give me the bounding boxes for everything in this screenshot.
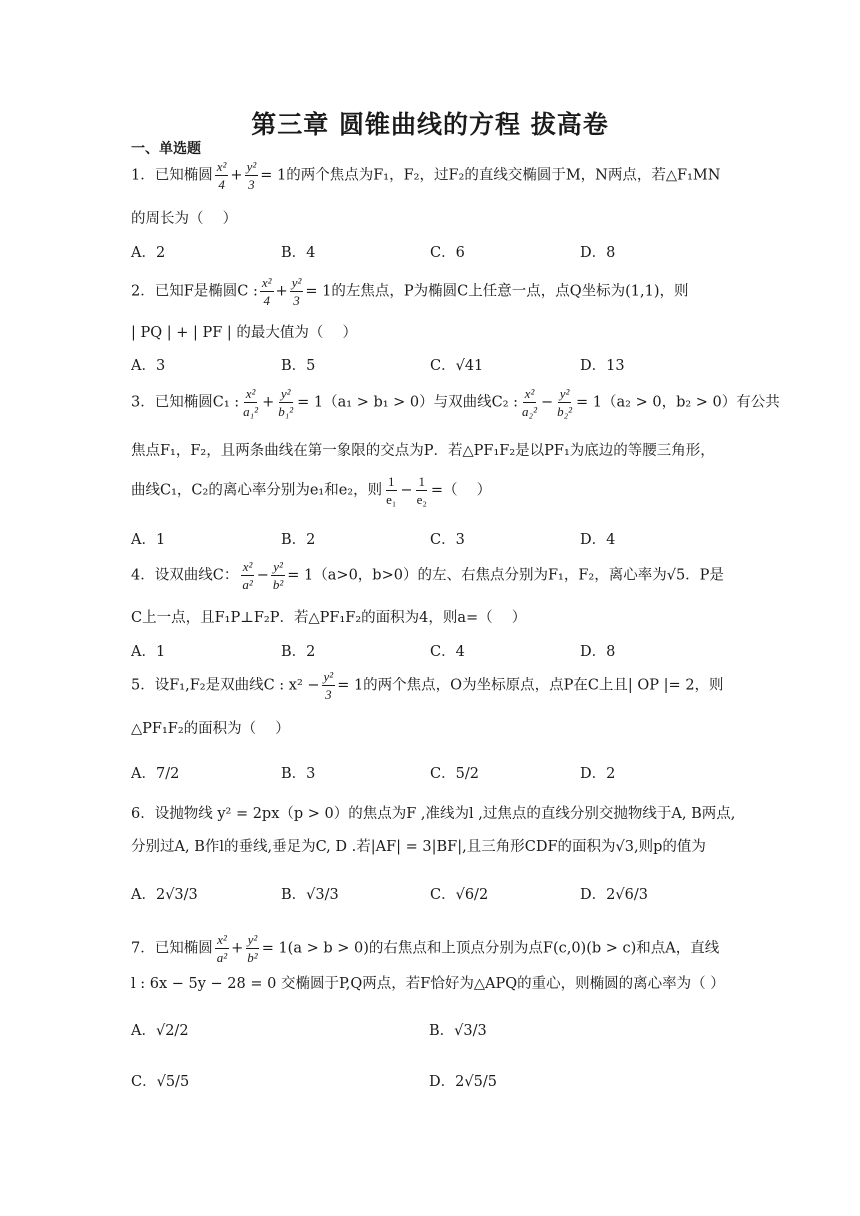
option-c[interactable]: C．4 bbox=[430, 644, 465, 660]
option-a[interactable]: A．7/2 bbox=[131, 766, 180, 782]
question-4: 4．设双曲线C： $\frac{\text{x²}}{\text{a²}}$ − $\frac{\text{y²}}{\text{b²}}$ = 1（a>0，b>0）的左、右焦点分别为F₁，F₂，离心率为√5．P是 bbox=[131, 559, 724, 592]
question-6: 6．设抛物线 y² = 2px（p > 0）的焦点为F ,准线为l ,过焦点的直线分别交抛物线于A, B两点, bbox=[131, 806, 736, 822]
option-a[interactable]: A．2 bbox=[131, 245, 166, 261]
question-1-line-2: 的周长为（ ） bbox=[131, 211, 238, 227]
option-d[interactable]: D．8 bbox=[580, 644, 616, 660]
option-a[interactable]: A．3 bbox=[131, 358, 166, 374]
question-3-line-3: 曲线C₁，C₂的离心率分别为e₁和e₂，则 $\frac{1}{\text{e₁}}$ − $\frac{1}{\text{e₂}}$ =（ ） bbox=[131, 474, 492, 507]
option-c[interactable]: C．√5/5 bbox=[131, 1074, 190, 1090]
option-b[interactable]: B．5 bbox=[281, 358, 316, 374]
option-d[interactable]: D．2√6/3 bbox=[580, 887, 648, 903]
question-7-line-2: l : 6x − 5y − 28 = 0 交椭圆于P,Q两点，若F恰好为△APQ的重心，则椭圆的离心率为（ ） bbox=[131, 976, 725, 992]
option-a[interactable]: A．1 bbox=[131, 644, 166, 660]
question-5: 5．设F₁,F₂是双曲线C : x² − $\frac{\text{y²}}{3}$ = 1的两个焦点，O为坐标原点，点P在C上且| OP |= 2，则 bbox=[131, 669, 724, 702]
option-a[interactable]: A．2√3/3 bbox=[131, 887, 198, 903]
question-2-line-2: | PQ | + | PF | 的最大值为（ ） bbox=[131, 325, 358, 341]
option-d[interactable]: D．8 bbox=[580, 245, 616, 261]
option-c[interactable]: C．√41 bbox=[430, 358, 484, 374]
question-2: 2．已知F是椭圆C : $\frac{\text{x²}}{4}$ + $\frac{\text{y²}}{3}$ = 1的左焦点，P为椭圆C上任意一点，点Q坐标为(1,1)，则 bbox=[131, 275, 689, 308]
page-title: 第三章 圆锥曲线的方程 拔高卷 bbox=[251, 110, 609, 139]
option-d[interactable]: D．4 bbox=[580, 532, 616, 548]
fraction-x2-over-4: $\frac{\text{x²}}{4}$ bbox=[216, 159, 227, 192]
option-b[interactable]: B．4 bbox=[281, 245, 316, 261]
question-4-line-2: C上一点，且F₁P⊥F₂P．若△PF₁F₂的面积为4，则a=（ ） bbox=[131, 610, 527, 626]
option-c[interactable]: C．5/2 bbox=[430, 766, 479, 782]
option-b[interactable]: B．√3/3 bbox=[281, 887, 339, 903]
question-3-line-2: 焦点F₁，F₂，且两条曲线在第一象限的交点为P．若△PF₁F₂是以PF₁为底边的等腰三角形， bbox=[131, 443, 715, 459]
option-d[interactable]: D．2 bbox=[580, 766, 616, 782]
question-5-line-2: △PF₁F₂的面积为（ ） bbox=[131, 721, 290, 737]
option-c[interactable]: C．√6/2 bbox=[430, 887, 489, 903]
option-d[interactable]: D．13 bbox=[580, 358, 625, 374]
option-b[interactable]: B．2 bbox=[281, 532, 316, 548]
question-1: 1．已知椭圆 $\frac{\text{x²}}{4}$ + $\frac{\text{y²}}{3}$ = 1的两个焦点为F₁，F₂，过F₂的直线交椭圆于M，N两点，若△F₁MN bbox=[131, 159, 721, 192]
option-b[interactable]: B．2 bbox=[281, 644, 316, 660]
fraction-y2-over-3: $\frac{\text{y²}}{3}$ bbox=[246, 159, 257, 192]
option-b[interactable]: B．3 bbox=[281, 766, 316, 782]
option-b[interactable]: B．√3/3 bbox=[429, 1023, 487, 1039]
option-d[interactable]: D．2√5/5 bbox=[429, 1074, 497, 1090]
option-c[interactable]: C．6 bbox=[430, 245, 465, 261]
option-a[interactable]: A．√2/2 bbox=[131, 1023, 189, 1039]
question-3: 3．已知椭圆C₁ : $\frac{\text{x²}}{\text{a₁²}}$ + $\frac{\text{y²}}{\text{b₁²}}$ = 1（a₁ > b₁ > 0）与双曲线C₂ : $\frac{\text{x²}}{\text{a₂²}}$ − $\frac{\text{y²}}{\text{b₂²}}$ = 1（a₂ > 0，b₂ > 0）有公共 bbox=[131, 386, 780, 419]
section-heading: 一、单选题 bbox=[131, 141, 201, 157]
question-6-line-2: 分别过A, B作l的垂线,垂足为C, D .若|AF| = 3|BF|,且三角形CDF的面积为√3,则p的值为 bbox=[131, 839, 706, 855]
option-c[interactable]: C．3 bbox=[430, 532, 465, 548]
option-a[interactable]: A．1 bbox=[131, 532, 166, 548]
question-7: 7．已知椭圆 $\frac{\text{x²}}{\text{a²}}$ + $\frac{\text{y²}}{\text{b²}}$ = 1(a > b > 0)的右焦点和上顶点分别为点F(c,0)(b > c)和点A，直线 bbox=[131, 932, 720, 965]
